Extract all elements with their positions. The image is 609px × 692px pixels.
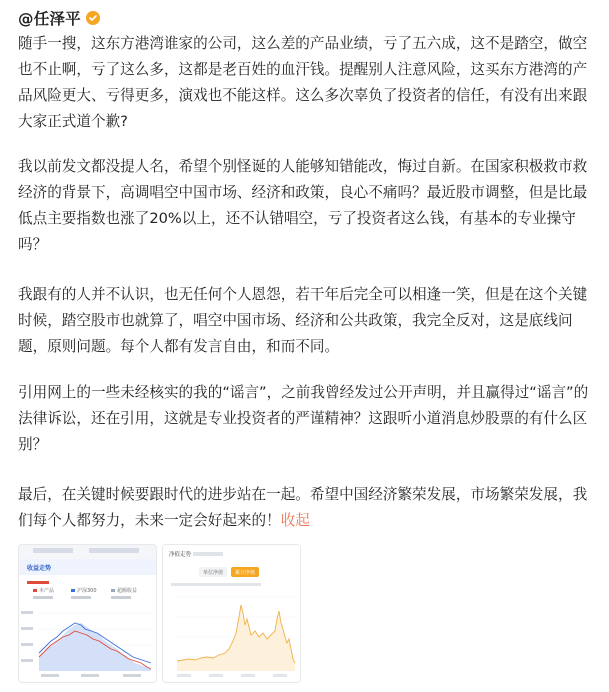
paragraph-text: 我以前发文都没提人名，希望个别怪诞的人能够知错能改，悔过自新。在国家积极救市救经济的背景下，高调唱空中国市场、经济和政策，良心不痛吗？最近股市调整，但是比最低点主要指数也涨了20%以上，还不认错唱空，亏了投资者这么钱，有基本的专业操守吗？	[18, 158, 588, 253]
price-chart-thumbnail[interactable]	[162, 544, 301, 683]
legend-index: 沪深300	[77, 588, 97, 594]
post-paragraph-4	[18, 380, 593, 458]
tab-unit-nav: 单位净值	[203, 570, 224, 576]
paragraph-text: 最后，在关键时候要跟时代的进步站在一起。希望中国经济繁荣发展，市场繁荣发展，我们每个人都努力，未来一定会好起来的！	[18, 486, 588, 529]
legend-excess: 超额收益	[117, 588, 138, 594]
post-paragraph-3	[18, 282, 593, 360]
legend-product: 本产品	[39, 588, 55, 594]
fund-chart-thumbnail[interactable]	[18, 544, 157, 683]
post-header	[18, 6, 100, 30]
collapse-link[interactable]: 收起	[280, 512, 310, 529]
paragraph-text: 我跟有的人并不认识，也无任何个人恩怨，若干年后完全可以相逢一笑，但是在这个关键时候，踏空股市也就算了，唱空中国市场、经济和公共政策，我完全反对，这是底线问题，原则问题。每个人都有发言自由，和而不同。	[18, 286, 588, 355]
post-paragraph-2	[18, 154, 593, 258]
paragraph-text: 随手一搜，这东方港湾谁家的公司，这么差的产品业绩，亏了五六成，这不是踏空，做空也不止啊，亏了这么多，这都是老百姓的血汗钱。提醒别人注意风险，这买东方港湾的产品风险更大、亏得更多，演戏也不能这样。这么多次辜负了投资者的信任，有没有出来跟大家正式道个歉?	[18, 35, 588, 130]
post-paragraph-1	[18, 31, 593, 135]
paragraph-text: 引用网上的一些未经核实的我的“谣言”，之前我曾经发过公开声明，并且赢得过“谣言”的法律诉讼，还在引用，这就是专业投资者的严谨精神？这跟听小道消息炒股票的有什么区别？	[18, 384, 589, 453]
author-name[interactable]: @任泽平	[18, 10, 81, 28]
price-chart-graphic	[163, 545, 300, 682]
tab-cumulative-nav: 累计净值	[235, 570, 256, 576]
post-paragraph-5	[18, 482, 593, 534]
fund-chart-header: 收益走势	[27, 565, 52, 572]
fund-chart-graphic	[19, 545, 156, 682]
verified-badge-icon	[86, 11, 100, 25]
price-chart-header: 净值走势	[169, 552, 192, 558]
